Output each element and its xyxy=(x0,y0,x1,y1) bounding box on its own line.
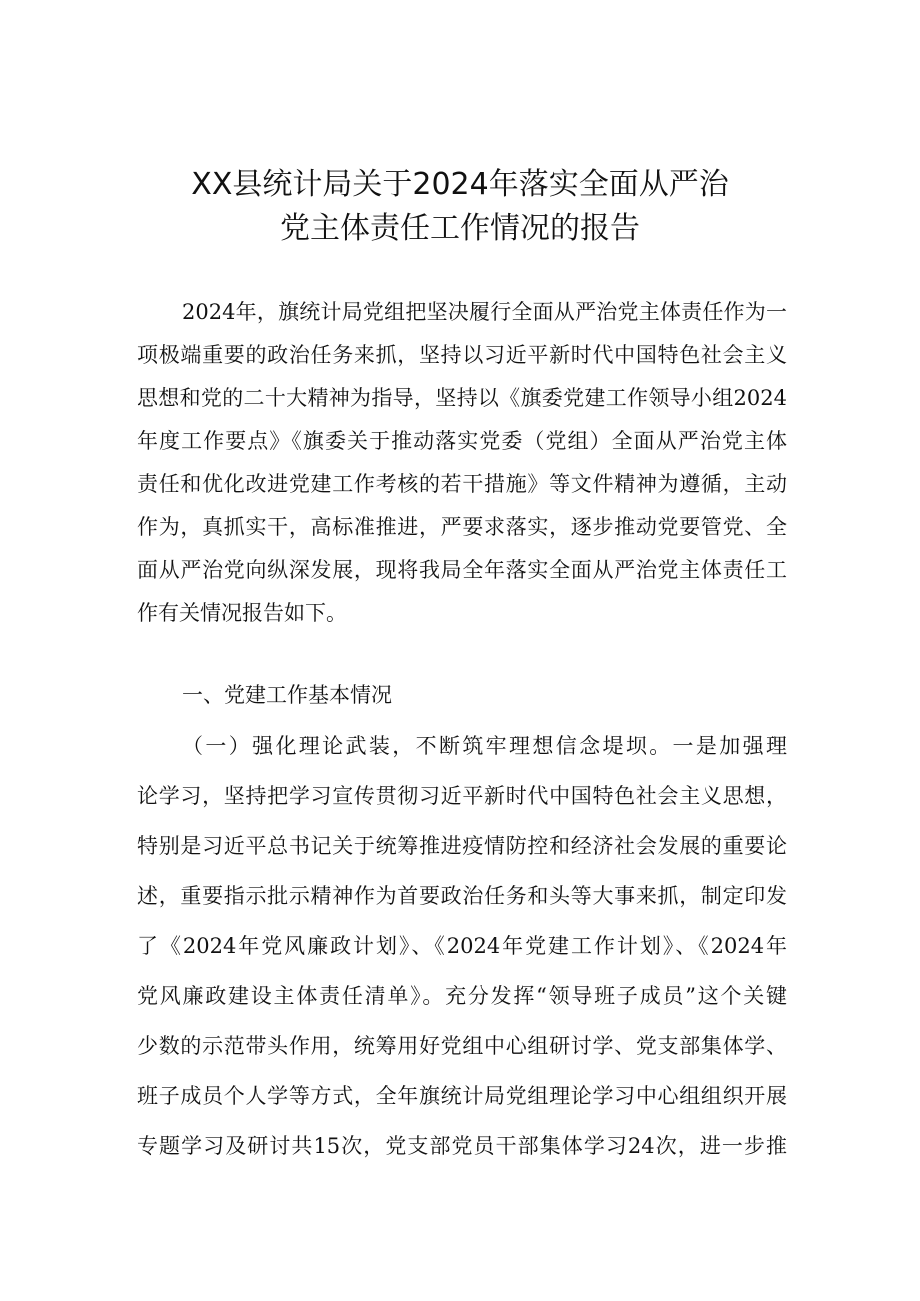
paragraph-1-line-8: 作有关情况报告如下。 xyxy=(137,601,347,625)
paragraph-2-line-3: 特别是习近平总书记关于统筹推进疫情防控和经济社会发展的重要论 xyxy=(137,834,787,858)
section-heading: 一、党建工作基本情况 xyxy=(182,683,392,707)
paragraph-2-line-1: （一）强化理论武装，不断筑牢理想信念堤坝。一是加强理 xyxy=(182,734,787,758)
paragraph-2-line-2: 论学习，坚持把学习宣传贯彻习近平新时代中国特色社会主义思想， xyxy=(137,784,787,808)
paragraph-1-line-4: 年度工作要点》《旗委关于推动落实党委（党组）全面从严治党主体 xyxy=(137,429,787,453)
paragraph-1-line-1: 2024年，旗统计局党组把坚决履行全面从严治党主体责任作为一 xyxy=(182,300,787,324)
paragraph-1-line-5: 责任和优化改进党建工作考核的若干措施》等文件精神为遵循，主动 xyxy=(137,472,787,496)
paragraph-1-line-6: 作为，真抓实干，高标准推进，严要求落实，逐步推动党要管党、全 xyxy=(137,515,787,539)
paragraph-2-line-5: 了《2024年党风廉政计划》、《2024年党建工作计划》、《2024年 xyxy=(137,934,787,958)
paragraph-2-line-7: 少数的示范带头作用，统筹用好党组中心组研讨学、党支部集体学、 xyxy=(137,1034,787,1058)
paragraph-2-line-8: 班子成员个人学等方式，全年旗统计局党组理论学习中心组组织开展 xyxy=(137,1084,787,1108)
paragraph-2-line-4: 述，重要指示批示精神作为首要政治任务和头等大事来抓，制定印发 xyxy=(137,884,787,908)
paragraph-2-line-9: 专题学习及研讨共15次，党支部党员干部集体学习24次，进一步推 xyxy=(137,1134,787,1158)
paragraph-1-line-7: 面从严治党向纵深发展，现将我局全年落实全面从严治党主体责任工 xyxy=(137,558,787,582)
paragraph-1-line-3: 思想和党的二十大精神为指导，坚持以《旗委党建工作领导小组2024 xyxy=(137,386,787,410)
paragraph-2-line-6: 党风廉政建设主体责任清单》。充分发挥“领导班子成员”这个关键 xyxy=(137,984,787,1008)
report-title-line-2: 党主体责任工作情况的报告 xyxy=(280,211,640,246)
report-title-line-1: XX县统计局关于2024年落实全面从严治 xyxy=(191,167,729,202)
paragraph-1-line-2: 项极端重要的政治任务来抓，坚持以习近平新时代中国特色社会主义 xyxy=(137,343,787,367)
